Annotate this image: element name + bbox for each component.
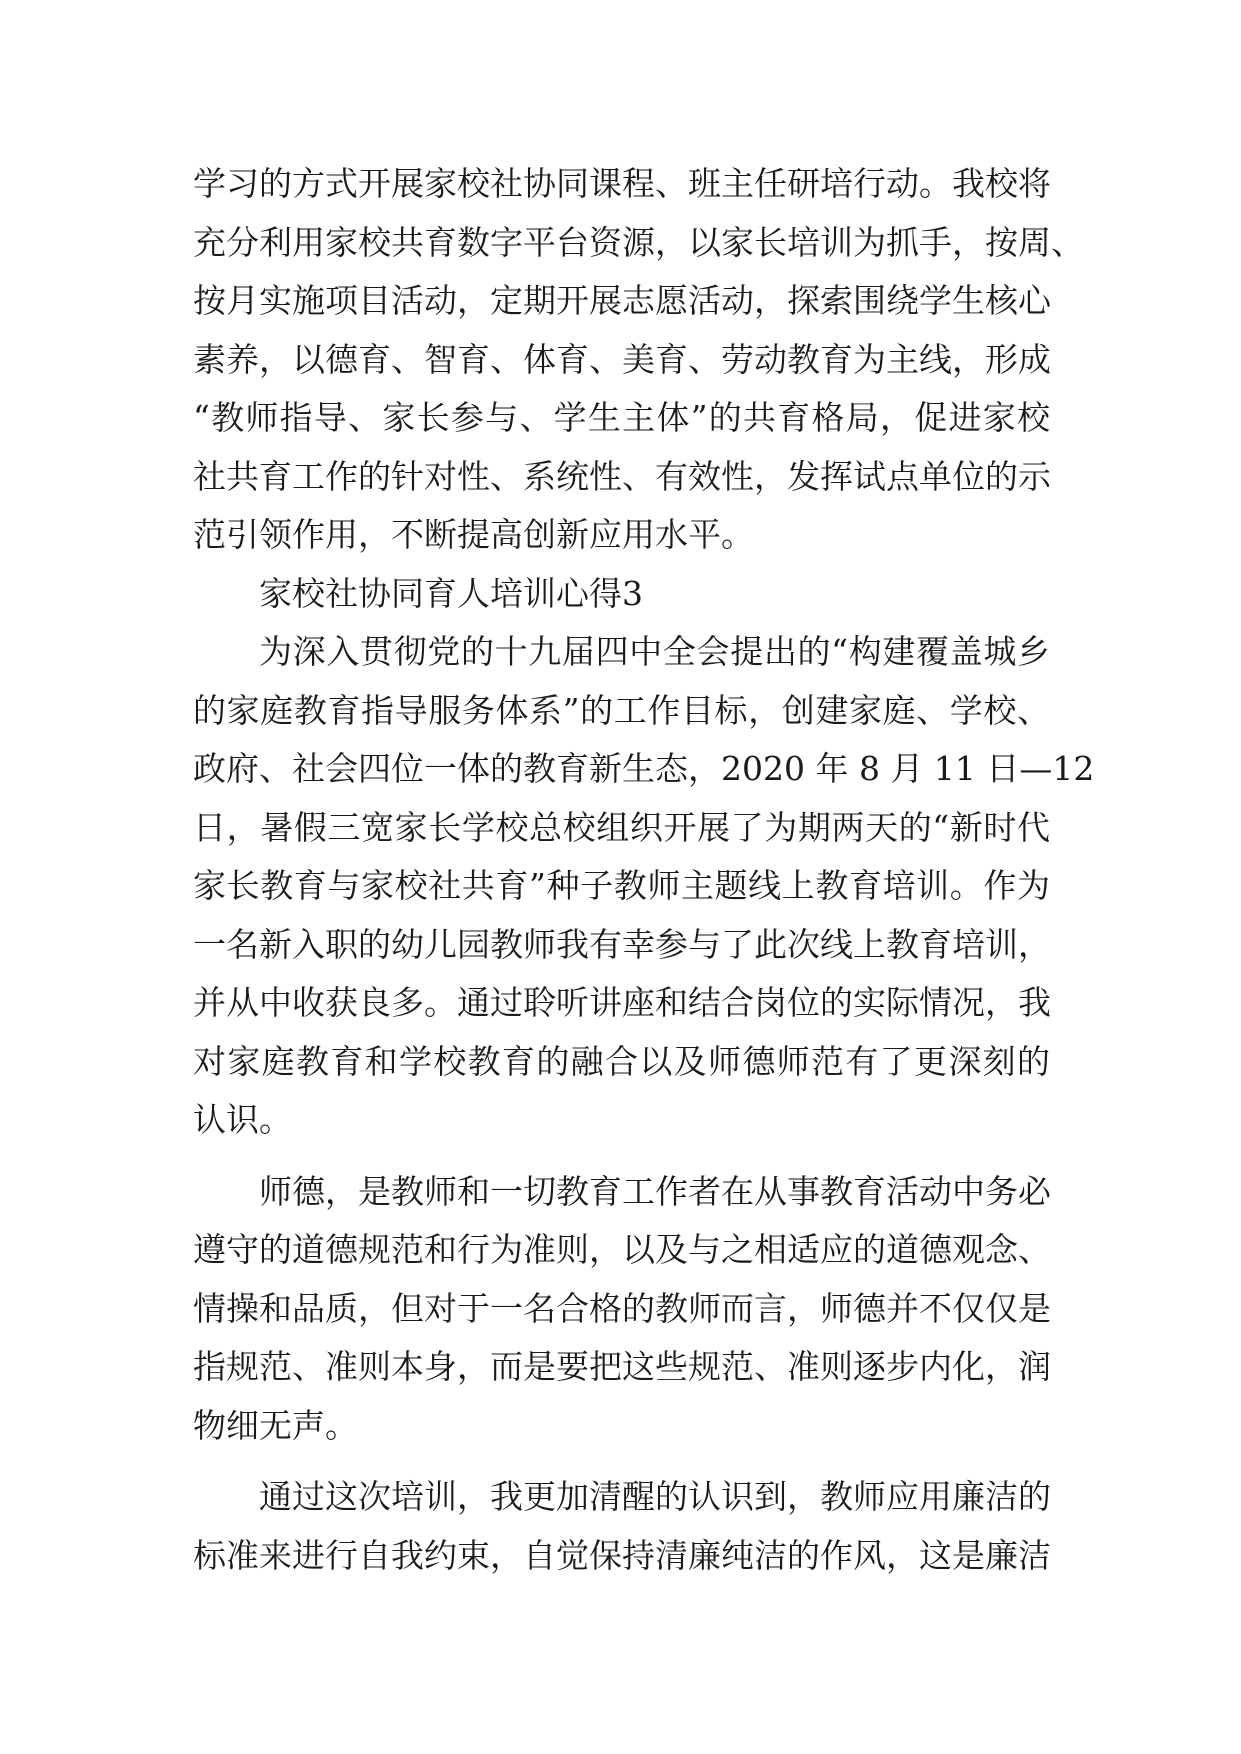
text-line: 家长教育与家校社共育”种子教师主题线上教育培训。作为 — [193, 866, 1050, 905]
document-body — [193, 155, 1095, 1585]
text-line: 对家庭教育和学校教育的融合以及师德师范有了更深刻的 — [193, 1041, 1050, 1081]
paragraph-spacing — [193, 1150, 1050, 1163]
text-line: 物细无声。 — [193, 1405, 358, 1445]
text-line: 为深入贯彻党的十九届四中全会提出的“构建覆盖城乡 — [259, 632, 1050, 671]
paragraph-1 — [193, 155, 1084, 565]
text-line: 学习的方式开展家校社协同课程、班主任研培行动。我校将 — [193, 164, 1051, 203]
text-line: 标准来进行自我约束，自觉保持清廉纯洁的作风，这是廉洁 — [193, 1535, 1051, 1575]
text-line: 认识。 — [193, 1100, 292, 1139]
text-line: 并从中收获良多。通过聆听讲座和结合岗位的实际情况，我 — [193, 983, 1051, 1022]
paragraph-4 — [193, 1468, 1050, 1585]
text-line: 按月实施项目活动，定期开展志愿活动，探索围绕学生核心 — [193, 281, 1051, 320]
text-line: 通过这次培训，我更加清醒的认识到，教师应用廉洁的 — [259, 1477, 1051, 1516]
section-heading — [193, 565, 1050, 624]
text-line: 政府、社会四位一体的教育新生态，2020 年 8 月 11 日—12 — [193, 749, 1095, 788]
paragraph-2 — [193, 623, 1095, 1150]
text-line: 素养，以德育、智育、体育、美育、劳动教育为主线，形成 — [193, 339, 1051, 379]
heading-text: 家校社协同育人培训心得3 — [259, 573, 643, 613]
text-line: 的家庭教育指导服务体系”的工作目标，创建家庭、学校、 — [193, 690, 1050, 730]
text-line: 遵守的道德规范和行为准则，以及与之相适应的道德观念、 — [193, 1230, 1051, 1269]
text-line: “教师指导、家长参与、学生主体”的共育格局，促进家校 — [193, 398, 1050, 437]
paragraph-spacing — [193, 1455, 1050, 1468]
text-line: 日，暑假三宽家长学校总校组织开展了为期两天的“新时代 — [193, 807, 1050, 847]
text-line: 一名新入职的幼儿园教师我有幸参与了此次线上教育培训， — [193, 924, 1051, 964]
text-line: 社共育工作的针对性、系统性、有效性，发挥试点单位的示 — [193, 456, 1051, 496]
text-line: 范引领作用，不断提高创新应用水平。 — [193, 515, 754, 554]
paragraph-3 — [193, 1163, 1050, 1456]
text-line: 情操和品质，但对于一名合格的教师而言，师德并不仅仅是 — [193, 1288, 1051, 1328]
text-line: 指规范、准则本身，而是要把这些规范、准则逐步内化，润 — [193, 1347, 1051, 1386]
text-line: 师德，是教师和一切教育工作者在从事教育活动中务必 — [259, 1171, 1051, 1211]
text-line: 充分利用家校共育数字平台资源，以家长培训为抓手，按周、 — [193, 222, 1084, 262]
